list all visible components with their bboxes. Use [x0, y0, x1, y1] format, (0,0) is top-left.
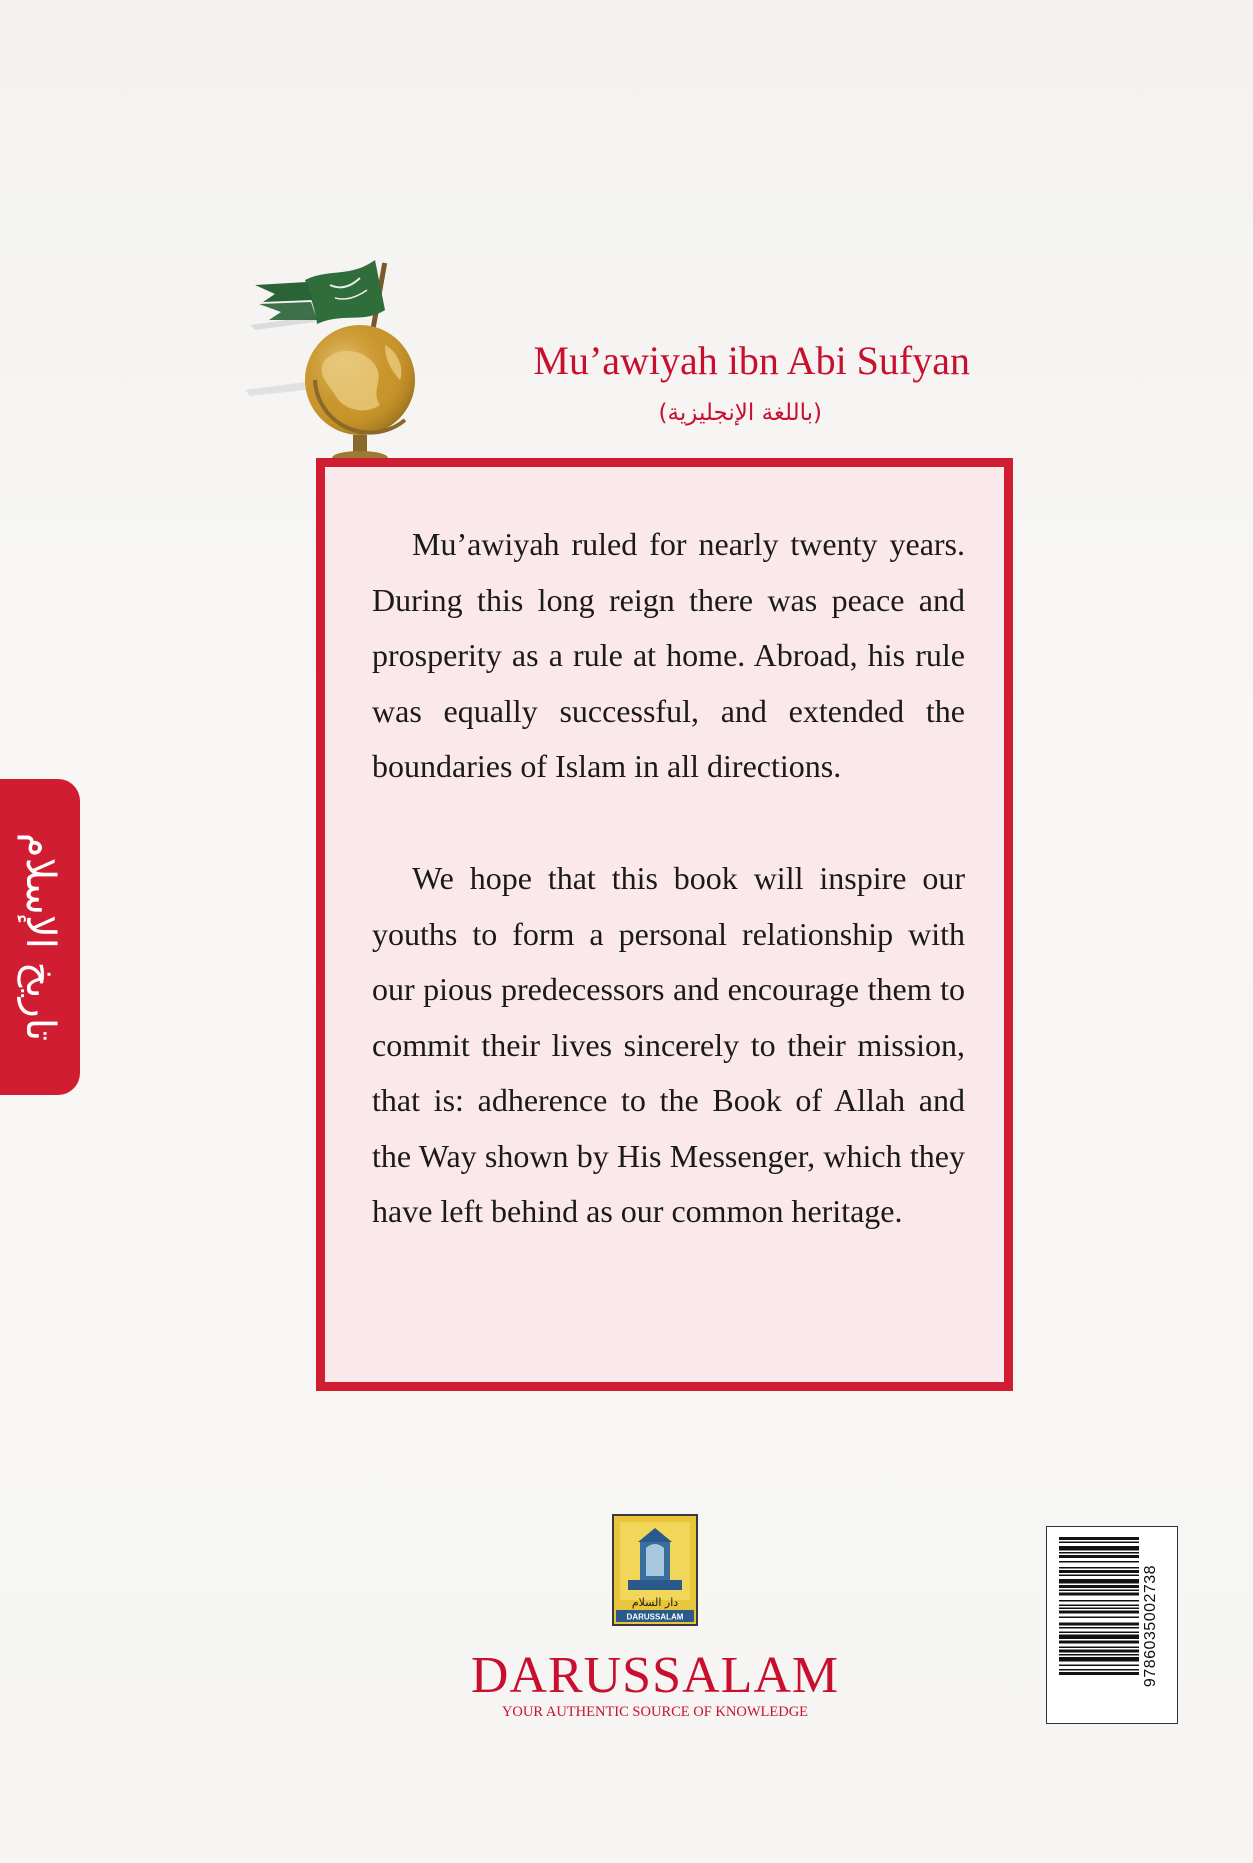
barcode-icon — [1046, 1526, 1178, 1724]
barcode-bar — [1059, 1561, 1139, 1563]
barcode-bar — [1059, 1623, 1139, 1626]
barcode-bar — [1059, 1647, 1139, 1649]
barcode-bar — [1059, 1641, 1139, 1644]
series-tab-label: تاريخ الإسلام — [17, 832, 63, 1042]
barcode-bar — [1059, 1575, 1139, 1577]
barcode-bar — [1059, 1672, 1139, 1675]
barcode-bar — [1059, 1635, 1139, 1640]
barcode-bar — [1059, 1617, 1139, 1619]
description-paragraph-2: We hope that this book will inspire our youths to form a personal relationship with our pious predecessors and encourage them to commit their lives sincerely to their mission, that is: adherence to the Book of Allah and the Way shown by His Messenger, which they have left behind as our common heritage. — [372, 860, 965, 1229]
barcode-bar — [1059, 1665, 1139, 1667]
barcode-bar — [1059, 1579, 1139, 1584]
description-paragraph-1: Mu’awiyah ruled for nearly twenty years. During this long reign there was peace and prosperity as a rule at home. Abroad, his rule was equally successful, and extended the boundaries of Islam in all directions. — [372, 526, 965, 784]
barcode-bar — [1059, 1657, 1139, 1662]
book-subtitle: (باللغة الإنجليزية) — [658, 400, 822, 426]
barcode-bar — [1059, 1585, 1139, 1588]
series-tab — [0, 779, 80, 1095]
barcode-bar — [1059, 1570, 1139, 1573]
barcode-bar — [1059, 1669, 1139, 1671]
publisher-name: DARUSSALAM — [470, 1647, 840, 1704]
book-title: Mu’awiyah ibn Abi Sufyan — [533, 338, 970, 383]
barcode-bar — [1059, 1546, 1139, 1551]
barcode-bar — [1059, 1605, 1139, 1607]
logo-arabic: دار السلام — [631, 1596, 679, 1609]
barcode-bar — [1059, 1600, 1139, 1602]
barcode-bar — [1059, 1593, 1139, 1596]
logo-caption: DARUSSALAM — [626, 1612, 684, 1622]
barcode-bar — [1059, 1537, 1139, 1540]
barcode-bar — [1059, 1611, 1139, 1614]
barcode-bar — [1059, 1632, 1139, 1634]
barcode-bar — [1059, 1555, 1139, 1558]
barcode-bar — [1059, 1590, 1139, 1592]
isbn-number: 9786035002738 — [1142, 1564, 1159, 1688]
barcode-bar — [1059, 1542, 1139, 1544]
barcode-bar — [1059, 1608, 1139, 1610]
barcode-bar — [1059, 1654, 1139, 1656]
barcode-bar — [1059, 1567, 1139, 1569]
darussalam-logo-icon — [612, 1514, 698, 1626]
description-box — [316, 458, 1013, 1391]
flag-globe-icon — [245, 240, 485, 480]
barcode-bar — [1059, 1627, 1139, 1629]
barcode-bar — [1059, 1552, 1139, 1554]
publisher-tagline: YOUR AUTHENTIC SOURCE OF KNOWLEDGE — [501, 1704, 809, 1720]
barcode-bar — [1059, 1650, 1139, 1653]
